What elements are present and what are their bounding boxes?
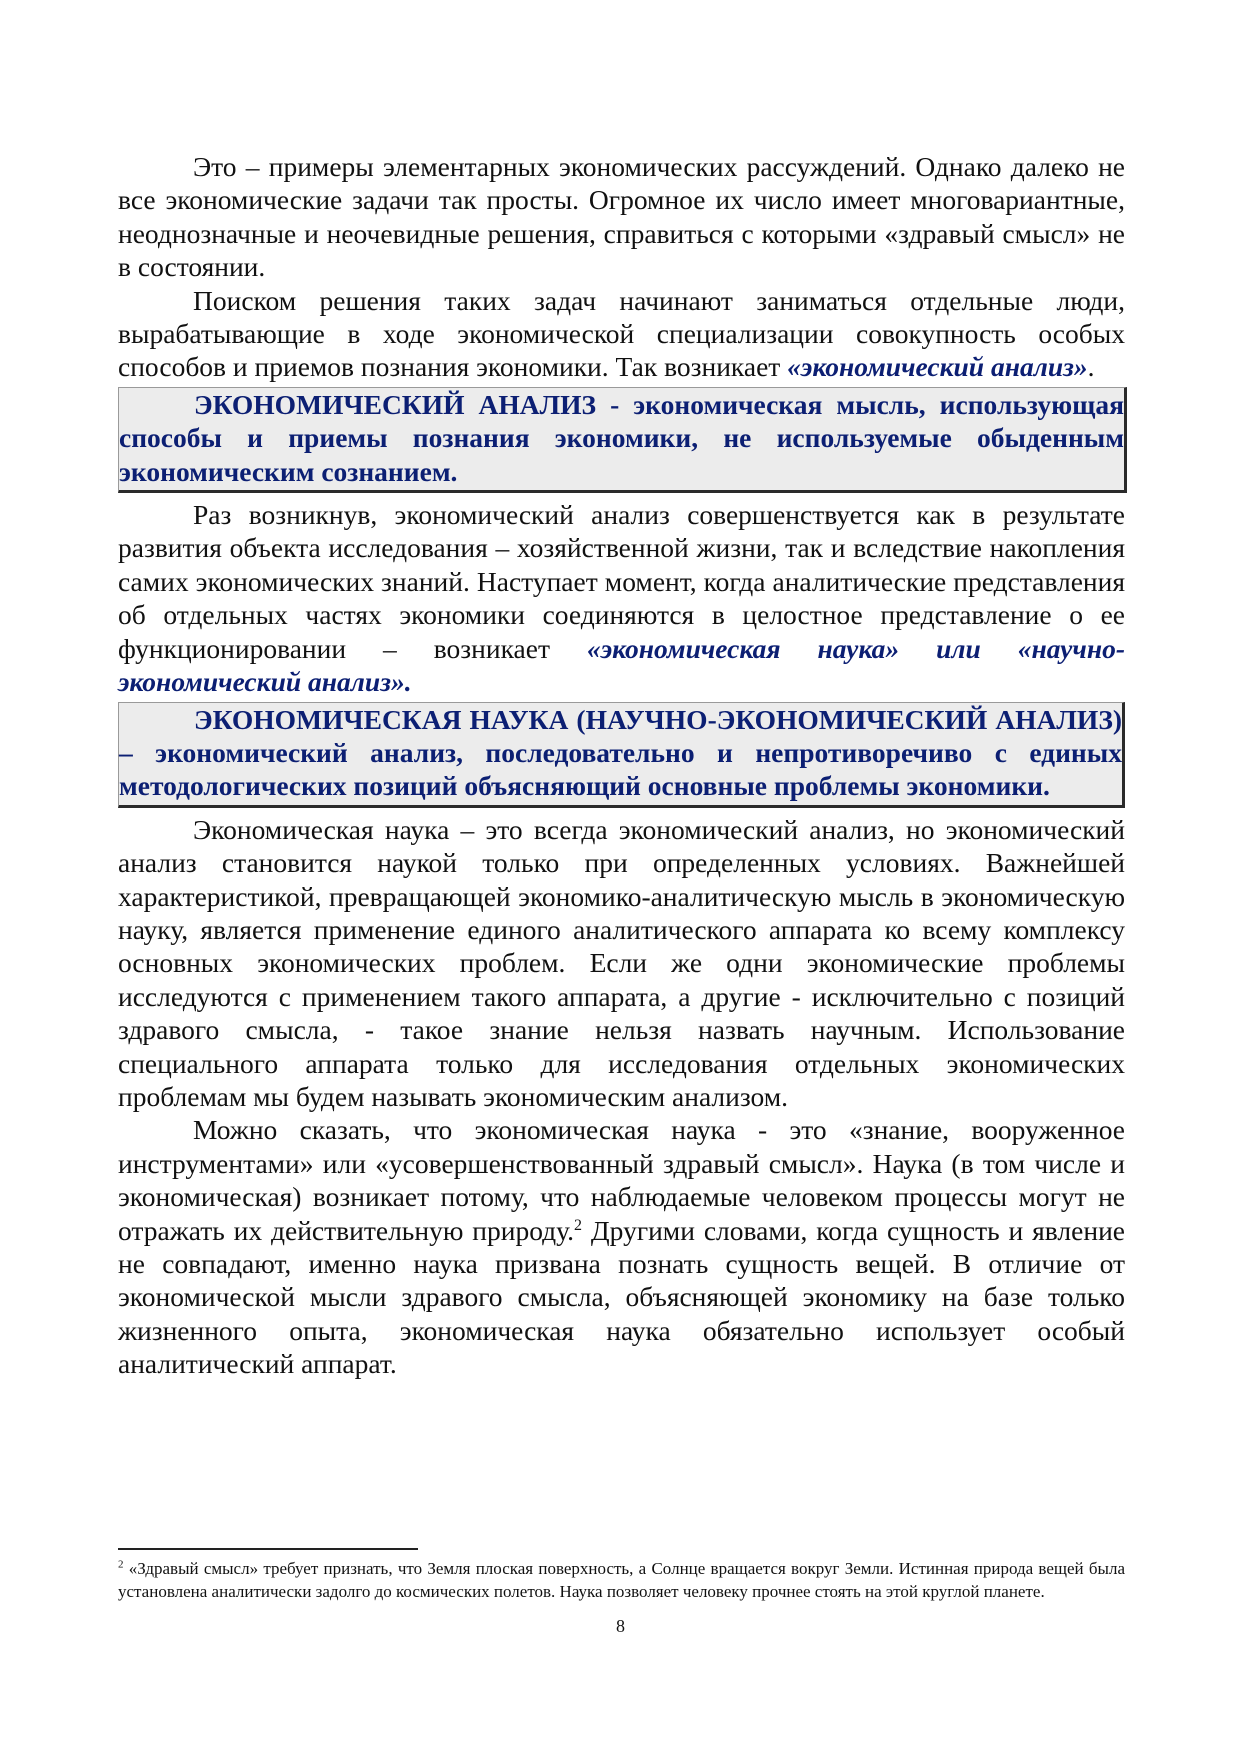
term-economic-science: «экономическая наука» или «научно-экономический анализ». [118,632,1125,698]
paragraph-3-text: Раз возникнув, экономический анализ совершенствуется как в результате развития объекта исследования – хозяйственной жизни, так и вследствие накопления самих экономических знаний. Наступает момент, когда аналитические представления об отдельных частях экономики соединяются в целостное представление о ее функционировании – возникает [118,499,1125,664]
footnote-number: 2 [118,1558,124,1571]
definition-box-economic-analysis: ЭКОНОМИЧЕСКИЙ АНАЛИЗ - экономическая мысль, использующая способы и приемы познания экономики, не используемые обыденным экономическим сознанием. [118,387,1127,493]
paragraph-2-text: Поиском решения таких задач начинают заниматься отдельные люди, вырабатывающие в ходе экономической специализации совокупность особых способов и приемов познания экономики. Так возникает [118,284,1125,383]
paragraph-5-rest: Другими словами, когда сущность и явление не совпадают, именно наука призвана познать сущность вещей. В отличие от экономической мысли здравого смысла, объясняющей экономику на базе только жизненного опыта, экономическая наука обязательно использует особый аналитический аппарат. [118,1214,1125,1380]
page-body [118,150,1125,1381]
footnote-text: «Здравый смысл» требует признать, что Земля плоская поверхность, а Солнце вращается вокруг Земли. Истинная природа вещей была установлена аналитически задолго до космических полетов. Наука позволяет человеку прочнее стоять на этой круглой планете. [118,1559,1125,1601]
term-economic-analysis: «экономический анализ» [787,351,1088,383]
paragraph-1: Это – примеры элементарных экономических рассуждений. Однако далеко не все экономические задачи так просты. Огромное их число имеет многовариантные, неоднозначные и неочевидные решения, справиться с которыми «здравый смысл» не в состоянии. [118,151,1125,283]
paragraph-4: Экономическая наука – это всегда экономический анализ, но экономический анализ становится наукой только при определенных условиях. Важнейшей характеристикой, превращающей экономико-аналитическую мысль в экономическую науку, является применение единого аналитического аппарата ко всему комплексу основных экономических проблем. Если же одни экономические проблемы исследуются с применением такого аппарата, а другие - исключительно с позиций здравого смысла, - такое знание нельзя назвать научным. Использование специального аппарата только для исследования отдельных экономических проблемам мы будем называть экономическим анализом. [118,813,1125,1112]
paragraph-2 [118,284,1125,384]
footnote-reference[interactable]: 2 [574,1216,583,1234]
footnote [118,1558,1125,1603]
paragraph-5 [118,1113,1125,1380]
paragraph-5-text: Можно сказать, что экономическая наука - это «знание, вооруженное инструментами» или «усовершенствованный здравый смысл». Наука (в том числе и экономическая) возникает потому, что наблюдаемые человеком процессы могут не отражать их действительную природу. [118,1114,1125,1246]
page-number: 8 [616,1616,625,1636]
paragraph-3 [118,498,1125,698]
definition-box-economic-science: ЭКОНОМИЧЕСКАЯ НАУКА (НАУЧНО-ЭКОНОМИЧЕСКИЙ АНАЛИЗ) – экономический анализ, последовательно и непротиворечиво с единых методологических позиций объясняющий основные проблемы экономики. [118,702,1125,808]
paragraph-2-end: . [1087,351,1095,383]
footnote-divider [118,1548,418,1550]
